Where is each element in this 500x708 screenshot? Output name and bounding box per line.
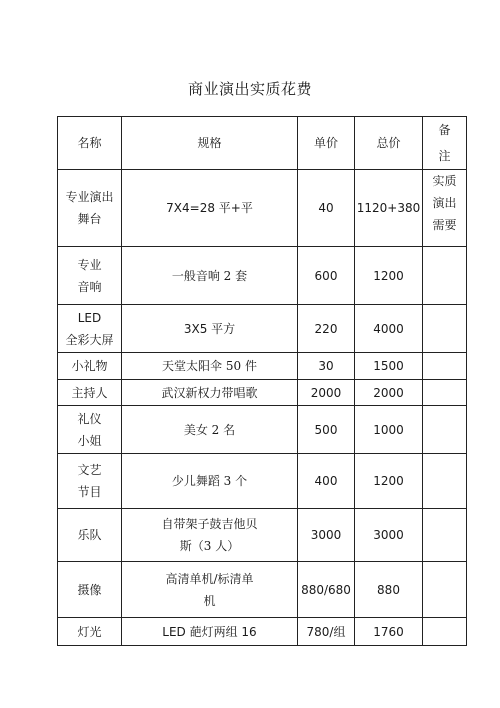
cell-unit-price: 880/680 bbox=[298, 562, 355, 618]
cell-name: 文艺 节目 bbox=[58, 454, 122, 509]
cell-unit-price: 3000 bbox=[298, 509, 355, 562]
cell-spec: LED 葩灯两组 16 bbox=[122, 618, 298, 646]
cell-unit-price: 220 bbox=[298, 305, 355, 353]
cell-unit-price: 40 bbox=[298, 170, 355, 247]
page-title: 商业演出实质花费 bbox=[187, 80, 312, 98]
cell-total-price: 1120+380 bbox=[355, 170, 423, 247]
cell-name: 专业 音响 bbox=[58, 247, 122, 305]
header-unit-price: 单价 bbox=[298, 117, 355, 170]
cell-spec: 一般音响 2 套 bbox=[122, 247, 298, 305]
cell-total-price: 4000 bbox=[355, 305, 423, 353]
cell-spec: 武汉新权力带唱歌 bbox=[122, 380, 298, 406]
cell-name: 主持人 bbox=[58, 380, 122, 406]
cost-table bbox=[57, 116, 467, 646]
cell-notes bbox=[423, 562, 467, 618]
header-total-price: 总价 bbox=[355, 117, 423, 170]
table-header-row bbox=[58, 117, 467, 170]
table-row bbox=[58, 618, 467, 646]
cell-notes bbox=[423, 406, 467, 454]
cell-unit-price: 30 bbox=[298, 353, 355, 380]
cell-total-price: 1000 bbox=[355, 406, 423, 454]
cell-notes bbox=[423, 247, 467, 305]
cell-name: 乐队 bbox=[58, 509, 122, 562]
cell-total-price: 3000 bbox=[355, 509, 423, 562]
table-row bbox=[58, 380, 467, 406]
cell-name: 小礼物 bbox=[58, 353, 122, 380]
cell-unit-price: 400 bbox=[298, 454, 355, 509]
cell-total-price: 880 bbox=[355, 562, 423, 618]
cell-total-price: 1200 bbox=[355, 247, 423, 305]
cell-notes bbox=[423, 618, 467, 646]
cell-total-price: 1200 bbox=[355, 454, 423, 509]
cell-notes bbox=[423, 380, 467, 406]
cell-unit-price: 780/组 bbox=[298, 618, 355, 646]
cell-unit-price: 600 bbox=[298, 247, 355, 305]
header-spec: 规格 bbox=[122, 117, 298, 170]
cell-total-price: 2000 bbox=[355, 380, 423, 406]
cell-spec: 少儿舞蹈 3 个 bbox=[122, 454, 298, 509]
cell-name: LED 全彩大屏 bbox=[58, 305, 122, 353]
header-name: 名称 bbox=[58, 117, 122, 170]
cell-notes: 实质 演出 需要 bbox=[423, 170, 467, 247]
cell-notes bbox=[423, 305, 467, 353]
cell-spec: 高清单机/标清单 机 bbox=[122, 562, 298, 618]
cell-spec: 7X4=28 平+平 bbox=[122, 170, 298, 247]
cell-spec: 3X5 平方 bbox=[122, 305, 298, 353]
cell-notes bbox=[423, 509, 467, 562]
cell-spec: 自带架子鼓吉他贝 斯（3 人） bbox=[122, 509, 298, 562]
table-row bbox=[58, 247, 467, 305]
cell-spec: 天堂太阳伞 50 件 bbox=[122, 353, 298, 380]
header-notes: 备 注 bbox=[423, 117, 467, 170]
cell-unit-price: 500 bbox=[298, 406, 355, 454]
table-row bbox=[58, 170, 467, 247]
table-row bbox=[58, 353, 467, 380]
cell-name: 专业演出 舞台 bbox=[58, 170, 122, 247]
cell-notes bbox=[423, 454, 467, 509]
table-row bbox=[58, 454, 467, 509]
cell-total-price: 1500 bbox=[355, 353, 423, 380]
table-row bbox=[58, 305, 467, 353]
cell-notes bbox=[423, 353, 467, 380]
table-row bbox=[58, 562, 467, 618]
cell-total-price: 1760 bbox=[355, 618, 423, 646]
cell-unit-price: 2000 bbox=[298, 380, 355, 406]
cell-name: 灯光 bbox=[58, 618, 122, 646]
cell-spec: 美女 2 名 bbox=[122, 406, 298, 454]
table-row bbox=[58, 509, 467, 562]
table-row bbox=[58, 406, 467, 454]
cell-name: 摄像 bbox=[58, 562, 122, 618]
cell-name: 礼仪 小姐 bbox=[58, 406, 122, 454]
